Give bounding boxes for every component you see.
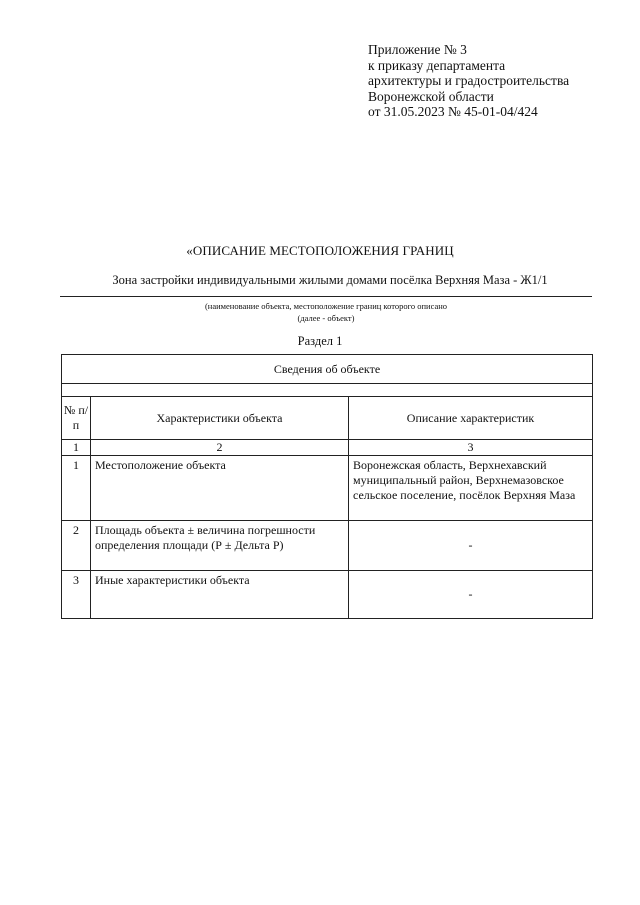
table-spacer-row	[62, 384, 593, 397]
table-row	[62, 456, 593, 521]
row-description: Воронежская область, Верхнехавский муниципальный район, Верхнемазовское сельское поселение, посёлок Верхняя Маза	[349, 456, 593, 521]
row-number: 3	[62, 571, 91, 619]
object-info-table	[61, 354, 593, 619]
table-header-row	[62, 397, 593, 440]
appendix-line: Воронежской области	[368, 88, 494, 104]
header-number: № п/п	[62, 397, 91, 440]
row-description: -	[349, 521, 593, 571]
header-characteristic: Характеристики объекта	[91, 397, 349, 440]
row-characteristic: Иные характеристики объекта	[91, 571, 349, 619]
object-name-underline	[60, 296, 592, 297]
header-description: Описание характеристик	[349, 397, 593, 440]
row-number: 1	[62, 456, 91, 521]
column-number: 2	[91, 440, 349, 456]
table-row	[62, 571, 593, 619]
caption-line: (далее - объект)	[297, 313, 355, 323]
document-title: «ОПИСАНИЕ МЕСТОПОЛОЖЕНИЯ ГРАНИЦ	[186, 243, 454, 258]
table-caption: Сведения об объекте	[62, 355, 593, 384]
column-number: 1	[62, 440, 91, 456]
section-heading: Раздел 1	[297, 334, 343, 348]
appendix-block	[368, 42, 628, 120]
object-name: Зона застройки индивидуальными жилыми домами посёлка Верхняя Маза - Ж1/1	[112, 273, 548, 287]
row-characteristic: Площадь объекта ± величина погрешности определения площади (Р ± Дельта Р)	[91, 521, 349, 571]
row-description: -	[349, 571, 593, 619]
table-row	[62, 521, 593, 571]
appendix-line: от 31.05.2023 № 45-01-04/424	[368, 104, 538, 119]
appendix-line: к приказу департамента	[368, 57, 506, 73]
appendix-line: Приложение № 3	[368, 42, 467, 57]
column-number-row	[62, 440, 593, 456]
appendix-line: архитектуры и градостроительства	[368, 73, 570, 88]
row-number: 2	[62, 521, 91, 571]
table-spacer	[62, 384, 593, 397]
row-characteristic: Местоположение объекта	[91, 456, 349, 521]
caption-line: (наименование объекта, местоположение границ которого описано	[204, 301, 448, 311]
table-caption-row	[62, 355, 593, 384]
object-caption	[60, 300, 592, 324]
column-number: 3	[349, 440, 593, 456]
